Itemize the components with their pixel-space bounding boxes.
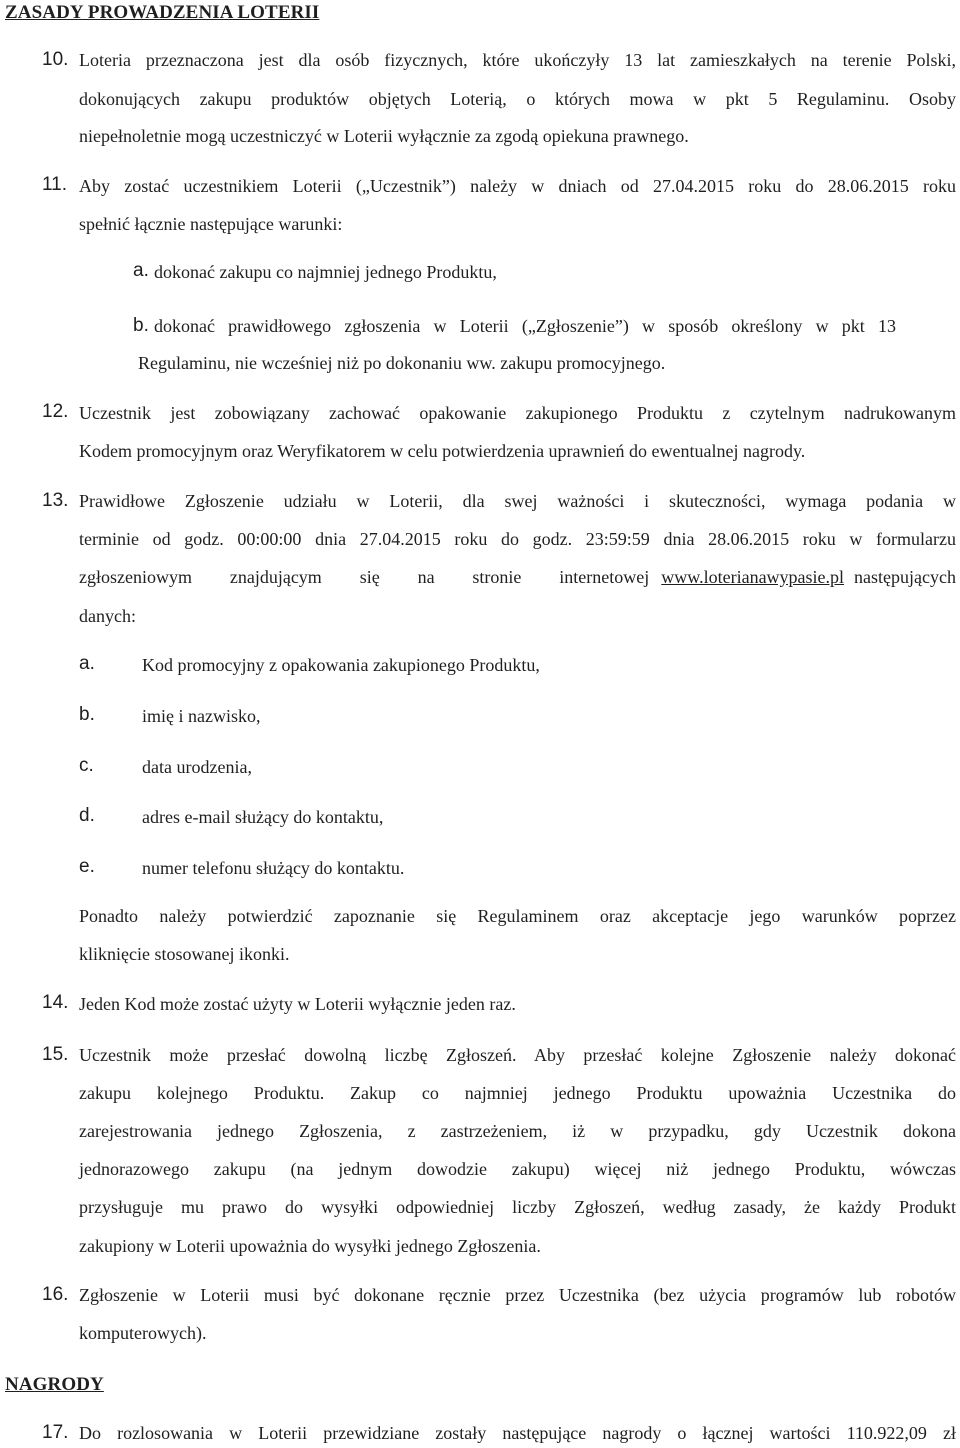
list-label: b.	[133, 315, 149, 336]
list-item-text: data urodzenia,	[142, 757, 252, 777]
list-item-text: dokonać zakupu co najmniej jednego Produktu,	[154, 262, 497, 282]
paragraph-number-15: 15.	[42, 1044, 69, 1065]
paragraph-10-line: dokonujących zakupu produktów objętych Loterią, o których mowa w pkt 5 Regulaminu. Osoby	[79, 89, 956, 109]
paragraph-15-line: zakupu kolejnego Produktu. Zakup co najmniej jednego Produktu upoważnia Uczestnika do	[79, 1083, 956, 1103]
paragraph-number-17: 17.	[42, 1422, 69, 1443]
paragraph-10-line: Loteria przeznaczona jest dla osób fizycznych, które ukończyły 13 lat zamieszkałych na terenie Polski,	[79, 50, 956, 70]
paragraph-13-line: terminie od godz. 00:00:00 dnia 27.04.2015 roku do godz. 23:59:59 dnia 28.06.2015 roku w formularzu	[79, 529, 956, 549]
list-label: b.	[79, 704, 95, 725]
paragraph-16-line: Zgłoszenie w Loterii musi być dokonane ręcznie przez Uczestnika (bez użycia programów lub robotów	[79, 1285, 956, 1305]
list-label: e.	[79, 856, 95, 877]
paragraph-15-line: Uczestnik może przesłać dowolną liczbę Zgłoszeń. Aby przesłać kolejne Zgłoszenie należy dokonać	[79, 1045, 956, 1065]
list-label: a.	[79, 653, 95, 674]
paragraph-11-line: Aby zostać uczestnikiem Loterii („Uczestnik”) należy w dniach od 27.04.2015 roku do 28.06.2015 roku	[79, 176, 956, 196]
list-item-text: Kod promocyjny z opakowania zakupionego Produktu,	[142, 655, 540, 675]
list-item-text: dokonać prawidłowego zgłoszenia w Loterii („Zgłoszenie”) w sposób określony w pkt 13	[154, 316, 896, 336]
list-label: a.	[133, 260, 149, 281]
list-item-text: Regulaminu, nie wcześniej niż po dokonaniu ww. zakupu promocyjnego.	[138, 353, 666, 373]
paragraph-15-line: zakupiony w Loterii upoważnia do wysyłki jednego Zgłoszenia.	[79, 1236, 541, 1256]
paragraph-11-line: spełnić łącznie następujące warunki:	[79, 214, 343, 234]
paragraph-15-line: przysługuje mu prawo do wysyłki odpowiedniej liczby Zgłoszeń, według zasady, że każdy Produkt	[79, 1197, 956, 1217]
list-item-text: numer telefonu służący do kontaktu.	[142, 858, 405, 878]
paragraph-number-14: 14.	[42, 992, 69, 1013]
section-heading-prizes: NAGRODY	[5, 1374, 104, 1395]
website-link[interactable]: www.loterianawypasie.pl	[661, 567, 845, 587]
paragraph-13-line: Ponadto należy potwierdzić zapoznanie się Regulaminem oraz akceptacje jego warunków poprzez	[79, 906, 956, 926]
paragraph-16-line: komputerowych).	[79, 1323, 207, 1343]
paragraph-15-line: jednorazowego zakupu (na jednym dowodzie zakupu) więcej niż jednego Produktu, wówczas	[79, 1159, 956, 1179]
paragraph-13-line	[79, 568, 956, 586]
list-label: d.	[79, 805, 95, 826]
list-item-text: adres e-mail służący do kontaktu,	[142, 807, 384, 827]
list-label: c.	[79, 755, 94, 776]
paragraph-number-12: 12.	[42, 401, 69, 422]
paragraph-13-text: zgłoszeniowym znajdującym się na stronie internetowej	[79, 567, 650, 587]
paragraph-number-10: 10.	[42, 49, 69, 70]
paragraph-number-13: 13.	[42, 490, 69, 511]
paragraph-number-16: 16.	[42, 1284, 69, 1305]
paragraph-13-line: kliknięcie stosowanej ikonki.	[79, 944, 290, 964]
paragraph-13-line: Prawidłowe Zgłoszenie udziału w Loterii, dla swej ważności i skuteczności, wymaga podania w	[79, 491, 956, 511]
paragraph-13-line: danych:	[79, 606, 136, 626]
paragraph-15-line: zarejestrowania jednego Zgłoszenia, z zastrzeżeniem, iż w przypadku, gdy Uczestnik dokona	[79, 1121, 956, 1141]
section-heading-rules: ZASADY PROWADZENIA LOTERII	[5, 2, 320, 23]
list-item-text: imię i nazwisko,	[142, 706, 261, 726]
paragraph-14-line: Jeden Kod może zostać użyty w Loterii wyłącznie jeden raz.	[79, 994, 516, 1014]
paragraph-10-line: niepełnoletnie mogą uczestniczyć w Loterii wyłącznie za zgodą opiekuna prawnego.	[79, 126, 689, 146]
paragraph-number-11: 11.	[42, 174, 68, 195]
paragraph-12-line: Kodem promocyjnym oraz Weryfikatorem w celu potwierdzenia uprawnień do ewentualnej nagrody.	[79, 441, 806, 461]
paragraph-12-line: Uczestnik jest zobowiązany zachować opakowanie zakupionego Produktu z czytelnym nadrukowanym	[79, 403, 956, 423]
paragraph-13-text: następujących	[854, 567, 956, 587]
paragraph-17-line: Do rozlosowania w Loterii przewidziane zostały następujące nagrody o łącznej wartości 110.922,09 zł	[79, 1423, 956, 1443]
